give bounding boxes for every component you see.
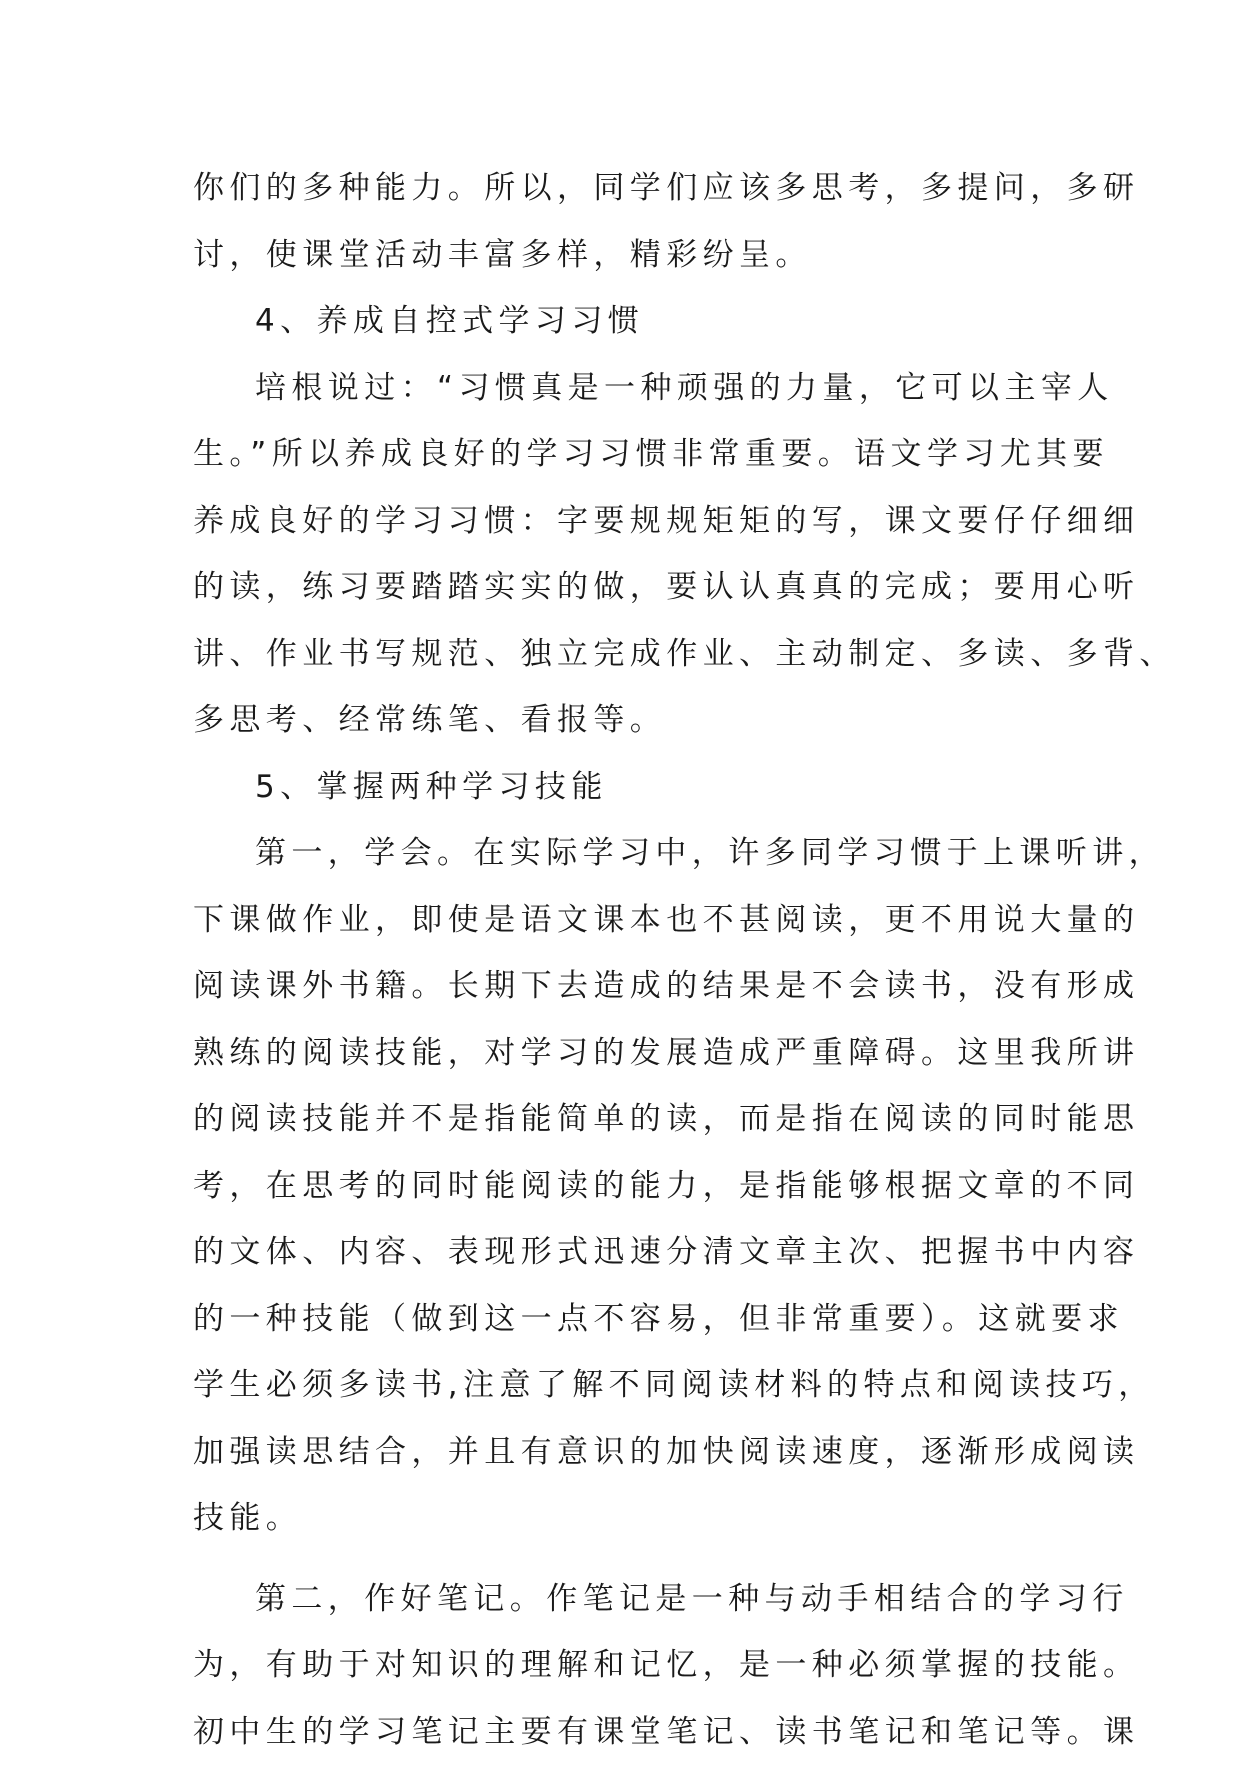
body-text-line: 的读，练习要踏踏实实的做，要认认真真的完成；要用心听 [193,554,1058,621]
body-text-line: 生。”所以养成良好的学习习惯非常重要。语文学习尤其要 [193,421,1058,488]
body-text-line: 讨，使课堂活动丰富多样，精彩纷呈。 [193,222,1058,289]
section-heading-4: 4、养成自控式学习习惯 [193,288,1058,355]
body-text-line: 的一种技能（做到这一点不容易，但非常重要）。这就要求 [193,1286,1058,1353]
paragraph-gap [193,1552,1058,1566]
body-text-line: 熟练的阅读技能，对学习的发展造成严重障碍。这里我所讲 [193,1020,1058,1087]
body-text-line: 多思考、经常练笔、看报等。 [193,687,1058,754]
body-text-line: 讲、作业书写规范、独立完成作业、主动制定、多读、多背、 [193,621,1058,688]
body-text-line: 考，在思考的同时能阅读的能力，是指能够根据文章的不同 [193,1153,1058,1220]
body-text-line: 下课做作业，即使是语文课本也不甚阅读，更不用说大量的 [193,887,1058,954]
section-heading-5: 5、掌握两种学习技能 [193,754,1058,821]
body-text-line: 技能。 [193,1485,1058,1552]
body-text-line: 养成良好的学习习惯：字要规规矩矩的写，课文要仔仔细细 [193,488,1058,555]
body-text-line: 加强读思结合，并且有意识的加快阅读速度，逐渐形成阅读 [193,1419,1058,1486]
page-body [193,155,1058,1765]
body-text-line: 你们的多种能力。所以，同学们应该多思考，多提问，多研 [193,155,1058,222]
paragraph-start: 培根说过：“习惯真是一种顽强的力量，它可以主宰人 [193,355,1058,422]
body-text-line: 的阅读技能并不是指能简单的读，而是指在阅读的同时能思 [193,1086,1058,1153]
body-text-line: 初中生的学习笔记主要有课堂笔记、读书笔记和笔记等。课 [193,1699,1058,1765]
body-text-line: 学生必须多读书,注意了解不同阅读材料的特点和阅读技巧， [193,1352,1058,1419]
paragraph-start: 第二，作好笔记。作笔记是一种与动手相结合的学习行 [193,1566,1058,1633]
body-text-line: 的文体、内容、表现形式迅速分清文章主次、把握书中内容 [193,1219,1058,1286]
body-text-line: 为，有助于对知识的理解和记忆，是一种必须掌握的技能。 [193,1632,1058,1699]
body-text-line: 阅读课外书籍。长期下去造成的结果是不会读书，没有形成 [193,953,1058,1020]
paragraph-start: 第一，学会。在实际学习中，许多同学习惯于上课听讲， [193,820,1058,887]
